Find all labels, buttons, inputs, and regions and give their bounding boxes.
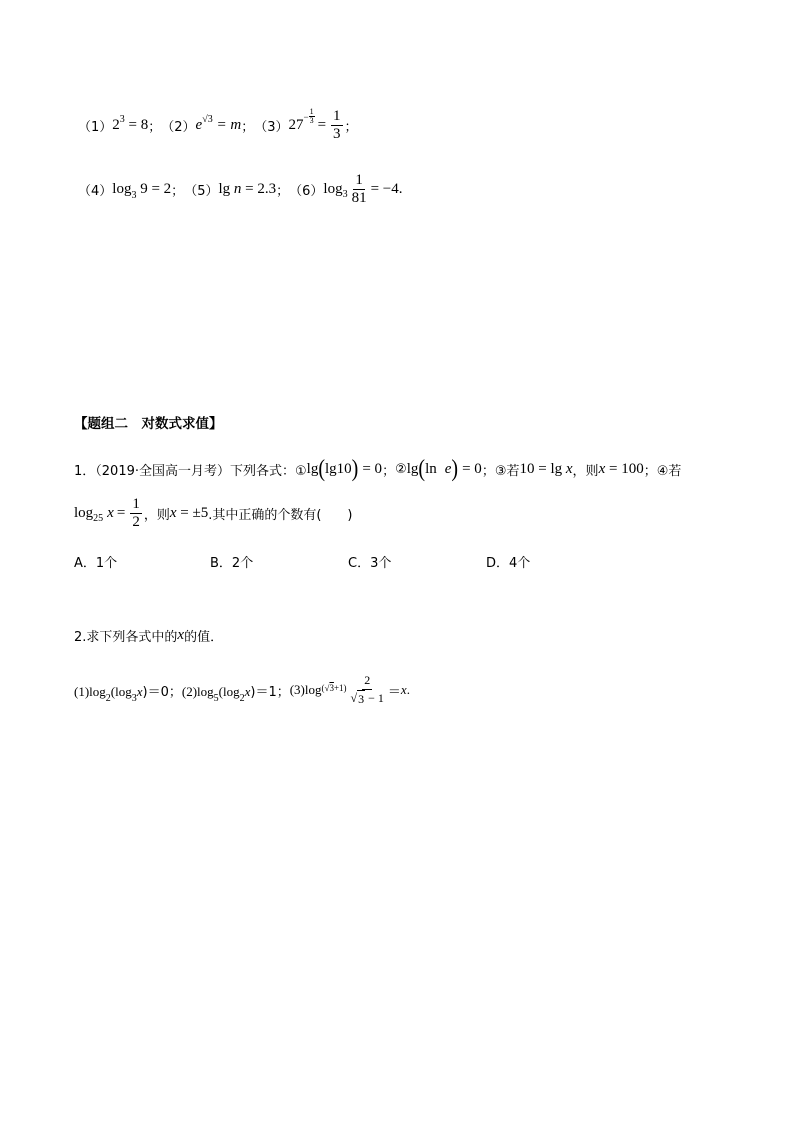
expr-q1-a: lg ( lg10 ) = 0: [306, 455, 383, 483]
part-3: (3)log (√3+1) 2 √ 3 − 1 ＝ x .: [289, 673, 410, 706]
part-2: $(2)\log_5(\log_2x)=1$；: [181, 683, 290, 704]
separator: ；: [276, 184, 290, 199]
part-1: $(1)\log_2(\log_3x)=0$；: [74, 683, 182, 704]
expr-2: $e^{√3} = m$: [195, 114, 242, 133]
choice-a[interactable]: A．1个: [74, 556, 118, 571]
expr-q1-d: log 25 x = $\frac{1}{2}$: [74, 496, 140, 530]
expr-q1-b: lg ( ln e ) = 0: [406, 455, 482, 483]
fraction: $\frac{1}{81}$: [351, 172, 367, 206]
question-1-line-2: log 25 x = $\frac{1}{2}$ ，则 x = ±5 .其中正确的个数有( ): [74, 496, 353, 530]
question-2-prompt: 2.求下列各式中的 x 的值．: [74, 627, 224, 645]
choice-d[interactable]: D．4个: [486, 556, 531, 571]
fraction: $\frac{1}{3}$: [333, 108, 341, 142]
item-2-index: （2）: [161, 120, 196, 135]
expr-4: $\log_3 9 = 2$: [112, 181, 172, 201]
item-1-index: （1）: [78, 120, 113, 135]
expr-6: log 3 $\frac{1}{81}$ = −4.: [323, 172, 403, 206]
separator: ；: [241, 120, 255, 135]
section-heading: 【题组二 对数式求值】: [74, 416, 223, 432]
exercise-row-1: [78, 108, 358, 143]
expr-q1-c: 10 = lg x: [519, 461, 573, 477]
item-3-index: （3）: [254, 120, 289, 135]
separator: ；: [148, 120, 162, 135]
expr-3: 27 − $\frac{1}{3}$ = $\frac{1}{3}$: [288, 107, 341, 142]
fraction: $\frac{1}{2}$: [132, 496, 140, 530]
item-6-index: （6）: [289, 184, 324, 199]
question-1-line-1: 1．（2019·全国高一月考）下列各式：① lg ( lg10 ) = 0 ； ② lg ( ln e ) = 0 ； ③若 10 = lg x ，则 x = 100 ； ④若: [74, 455, 682, 483]
separator: ；: [171, 184, 185, 199]
fraction: 2 √ 3 − 1: [350, 673, 384, 706]
item-4-index: （4）: [78, 184, 113, 199]
separator: ；: [344, 120, 358, 135]
item-5-index: （5）: [184, 184, 219, 199]
exercise-row-2: [78, 172, 403, 207]
expr-5: lg n = 2.3: [218, 181, 277, 197]
choice-c[interactable]: C．3个: [348, 556, 392, 571]
question-2-parts: [74, 672, 410, 708]
choice-b[interactable]: B．2个: [210, 556, 254, 571]
expr-1: $2^3 = 8$: [112, 114, 149, 133]
